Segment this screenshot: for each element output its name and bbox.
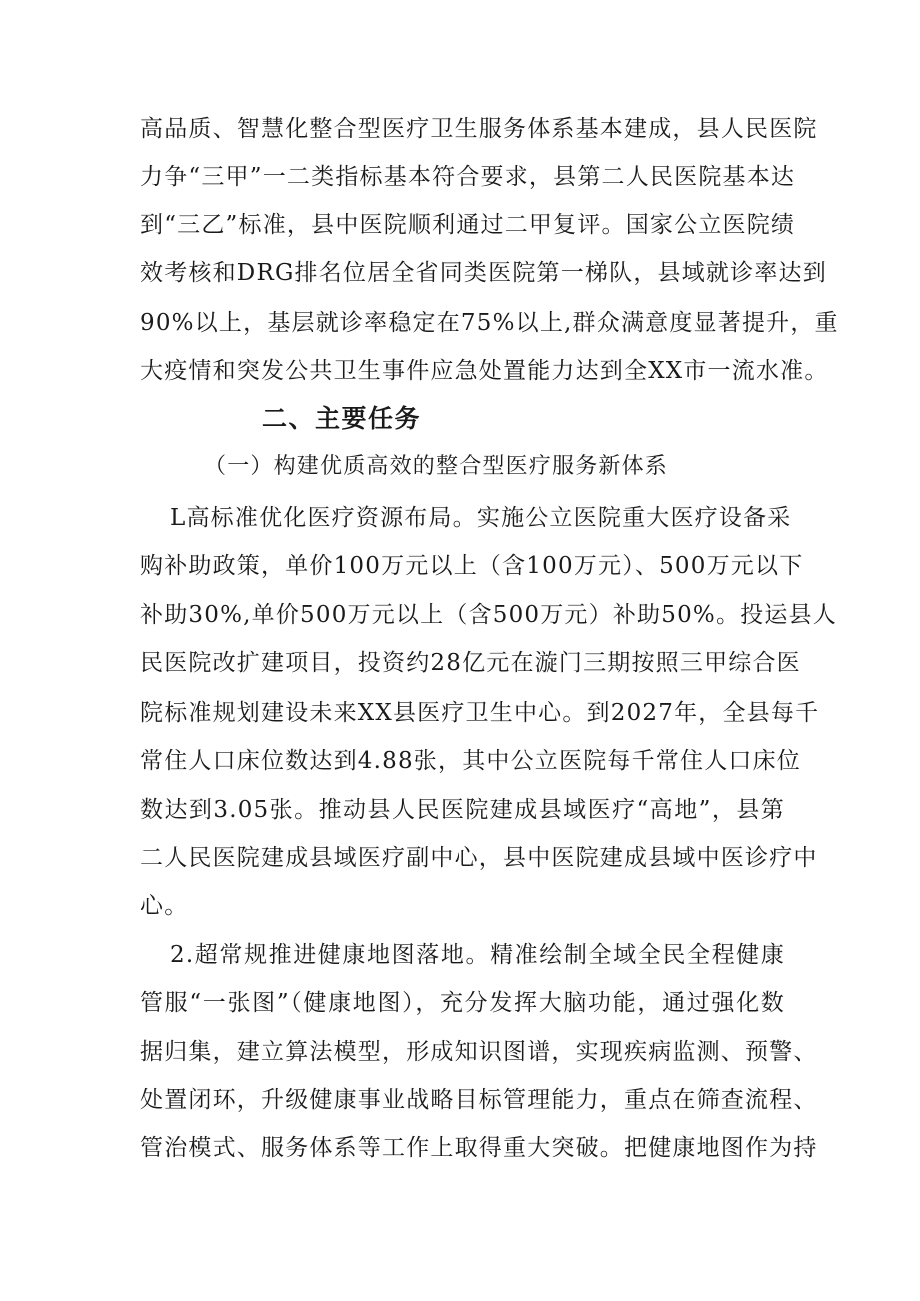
paragraph-2-line-6: 常住人口床位数达到4.88张，其中公立医院每千常住人口床位 [140,748,802,774]
paragraph-3-line-5: 管治模式、服务体系等工作上取得重大突破。把健康地图作为持 [140,1135,818,1161]
paragraph-1-line-4: 效考核和DRG排名位居全省同类医院第一梯队，县域就诊率达到 [140,260,827,286]
subsection-heading: （一）构建优质高效的整合型医疗服务新体系 [204,454,669,479]
paragraph-3-line-4: 处置闭环，升级健康事业战略目标管理能力，重点在筛查流程、 [140,1087,818,1113]
section-heading: 二、主要任务 [262,404,422,433]
paragraph-2-line-2: 购补助政策，单价100万元以上（含100万元）、500万元以下 [140,553,804,579]
paragraph-2-line-8: 二人民医院建成县域医疗副中心，县中医院建成县域中医诊疗中 [140,845,818,871]
paragraph-3-line-2: 管服“一张图”（健康地图），充分发挥大脑功能，通过强化数 [140,990,785,1016]
paragraph-3-line-1: 2.超常规推进健康地图落地。精准绘制全域全民全程健康 [170,942,785,968]
paragraph-1-line-6: 大疫情和突发公共卫生事件应急处置能力达到全XX市一流水准。 [140,358,829,384]
paragraph-2-line-3: 补助30%,单价500万元以上（含500万元）补助50%。投运县人 [140,602,837,628]
paragraph-2-line-7: 数达到3.05张。推动县人民医院建成县域医疗“高地”，县第 [140,797,785,823]
paragraph-1-line-3: 到“三乙”标准，县中医院顺利通过二甲复评。国家公立医院绩 [140,212,796,238]
paragraph-1-line-2: 力争“三甲”一二类指标基本符合要求，县第二人民医院基本达 [140,164,796,190]
paragraph-2-line-4: 民医院改扩建项目，投资约28亿元在漩门三期按照三甲综合医 [140,650,801,676]
paragraph-2-line-1: L高标准优化医疗资源布局。实施公立医院重大医疗设备采 [170,505,792,531]
paragraph-1-line-5: 90%以上，基层就诊率稳定在75%以上,群众满意度显著提升，重 [140,310,839,336]
paragraph-3-line-3: 据归集，建立算法模型，形成知识图谱，实现疾病监测、预警、 [140,1039,818,1065]
paragraph-2-line-5: 院标准规划建设未来XX县医疗卫生中心。到2027年，全县每千 [140,700,820,726]
paragraph-2-line-9: 心。 [140,893,189,919]
paragraph-1-line-1: 高品质、智慧化整合型医疗卫生服务体系基本建成，县人民医院 [140,116,818,142]
